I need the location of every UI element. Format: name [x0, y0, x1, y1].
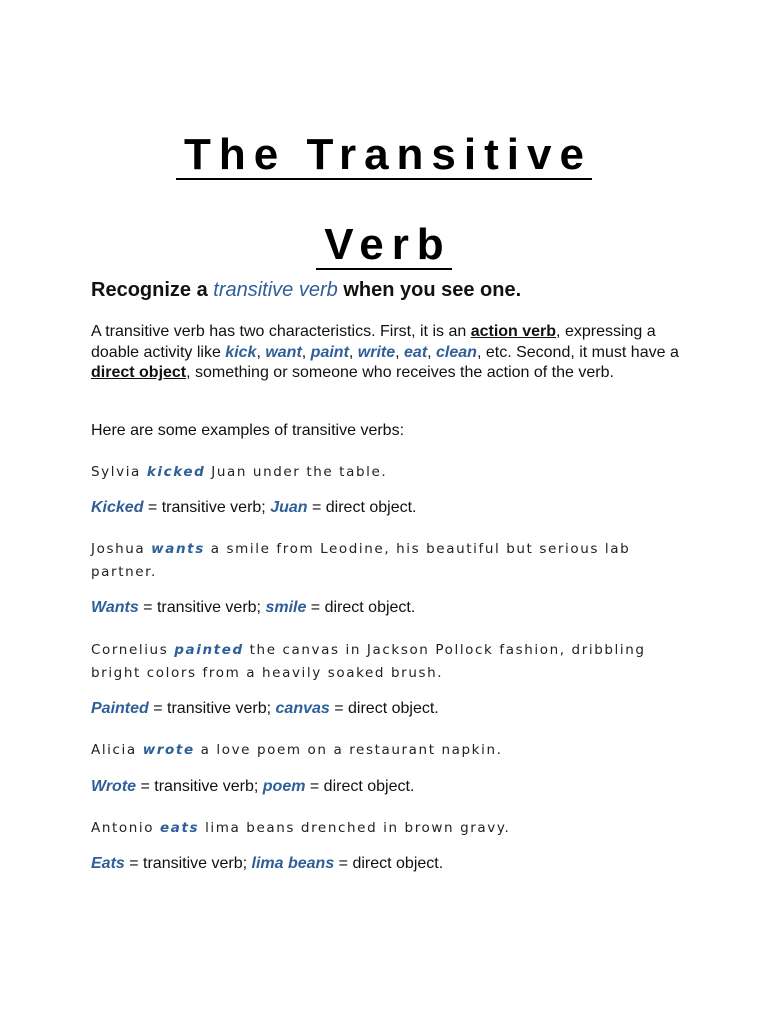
example-text: Joshua [91, 541, 152, 557]
comma: , [427, 343, 437, 361]
answer-object: smile [265, 599, 307, 616]
example-text: lima beans drenched in brown gravy. [199, 820, 511, 836]
intro-text-4: , something or someone who receives the action of the verb. [186, 364, 614, 381]
example-sentence [91, 739, 691, 762]
example-verb: kicked [146, 464, 206, 480]
verb-example-kick: kick [225, 343, 257, 361]
answer-text: = transitive verb; [143, 499, 271, 516]
answer-object: poem [262, 778, 306, 795]
example-text: Cornelius [91, 642, 175, 658]
example-sentence [91, 817, 691, 840]
example-text: Sylvia [91, 464, 147, 480]
title-line-1: The Transitive [176, 132, 592, 180]
answer-text: = direct object. [305, 778, 415, 795]
example-sentence [91, 538, 691, 584]
example-text: a smile from Leodine, his beautiful but serious lab partner. [91, 541, 631, 580]
answer-object: Juan [270, 499, 308, 516]
example-answer [91, 855, 443, 873]
example-answer [91, 599, 415, 617]
intro-text-1: A transitive verb has two characteristics. First, it is an [91, 323, 471, 340]
example-verb: painted [174, 642, 244, 658]
answer-text: = direct object. [334, 855, 444, 872]
example-text: Alicia [91, 742, 143, 758]
intro-text-3: , etc. Second, it must have a [476, 343, 679, 361]
answer-object: lima beans [251, 855, 335, 872]
intro-text-2: , expressing a doable activity like [91, 323, 656, 361]
verb-example-want: want [265, 343, 302, 361]
action-verb-term: action verb [470, 323, 557, 340]
comma: , [256, 343, 266, 361]
example-verb: wrote [142, 742, 195, 758]
verb-example-eat: eat [404, 343, 428, 361]
answer-text: = transitive verb; [124, 855, 252, 872]
comma: , [348, 343, 358, 361]
answer-text: = direct object. [306, 599, 416, 616]
example-answer [91, 778, 414, 796]
example-sentence [91, 461, 691, 484]
direct-object-term: direct object [91, 364, 187, 381]
verb-example-clean: clean [436, 343, 477, 361]
example-verb: eats [160, 820, 200, 836]
intro-paragraph [91, 322, 691, 384]
page-title [0, 118, 768, 298]
example-sentence [91, 639, 691, 685]
answer-text: = transitive verb; [148, 700, 276, 717]
verb-example-paint: paint [310, 343, 349, 361]
heading-pre: Recognize a [91, 279, 214, 301]
answer-verb: Wants [91, 599, 139, 616]
example-verb: wants [151, 541, 205, 557]
heading-post: when you see one. [337, 279, 522, 301]
comma: , [301, 343, 311, 361]
verb-example-write: write [357, 343, 396, 361]
answer-verb: Kicked [91, 499, 144, 516]
example-text: the canvas in Jackson Pollock fashion, dribbling bright colors from a heavily soaked brush. [91, 642, 646, 681]
answer-text: = transitive verb; [138, 599, 266, 616]
example-answer [91, 700, 439, 718]
section-heading [91, 279, 521, 302]
examples-lead: Here are some examples of transitive verbs: [91, 422, 405, 439]
answer-verb: Eats [91, 855, 125, 872]
example-answer [91, 499, 416, 517]
answer-text: = direct object. [329, 700, 439, 717]
answer-verb: Painted [91, 700, 149, 717]
answer-text: = direct object. [307, 499, 417, 516]
example-text: Juan under the table. [205, 464, 388, 480]
answer-object: canvas [275, 700, 330, 717]
answer-verb: Wrote [91, 778, 137, 795]
heading-term: transitive verb [213, 279, 338, 301]
answer-text: = transitive verb; [136, 778, 263, 795]
example-text: Antonio [91, 820, 161, 836]
title-line-2: Verb [316, 222, 451, 270]
example-text: a love poem on a restaurant napkin. [194, 742, 503, 758]
comma: , [395, 343, 405, 361]
